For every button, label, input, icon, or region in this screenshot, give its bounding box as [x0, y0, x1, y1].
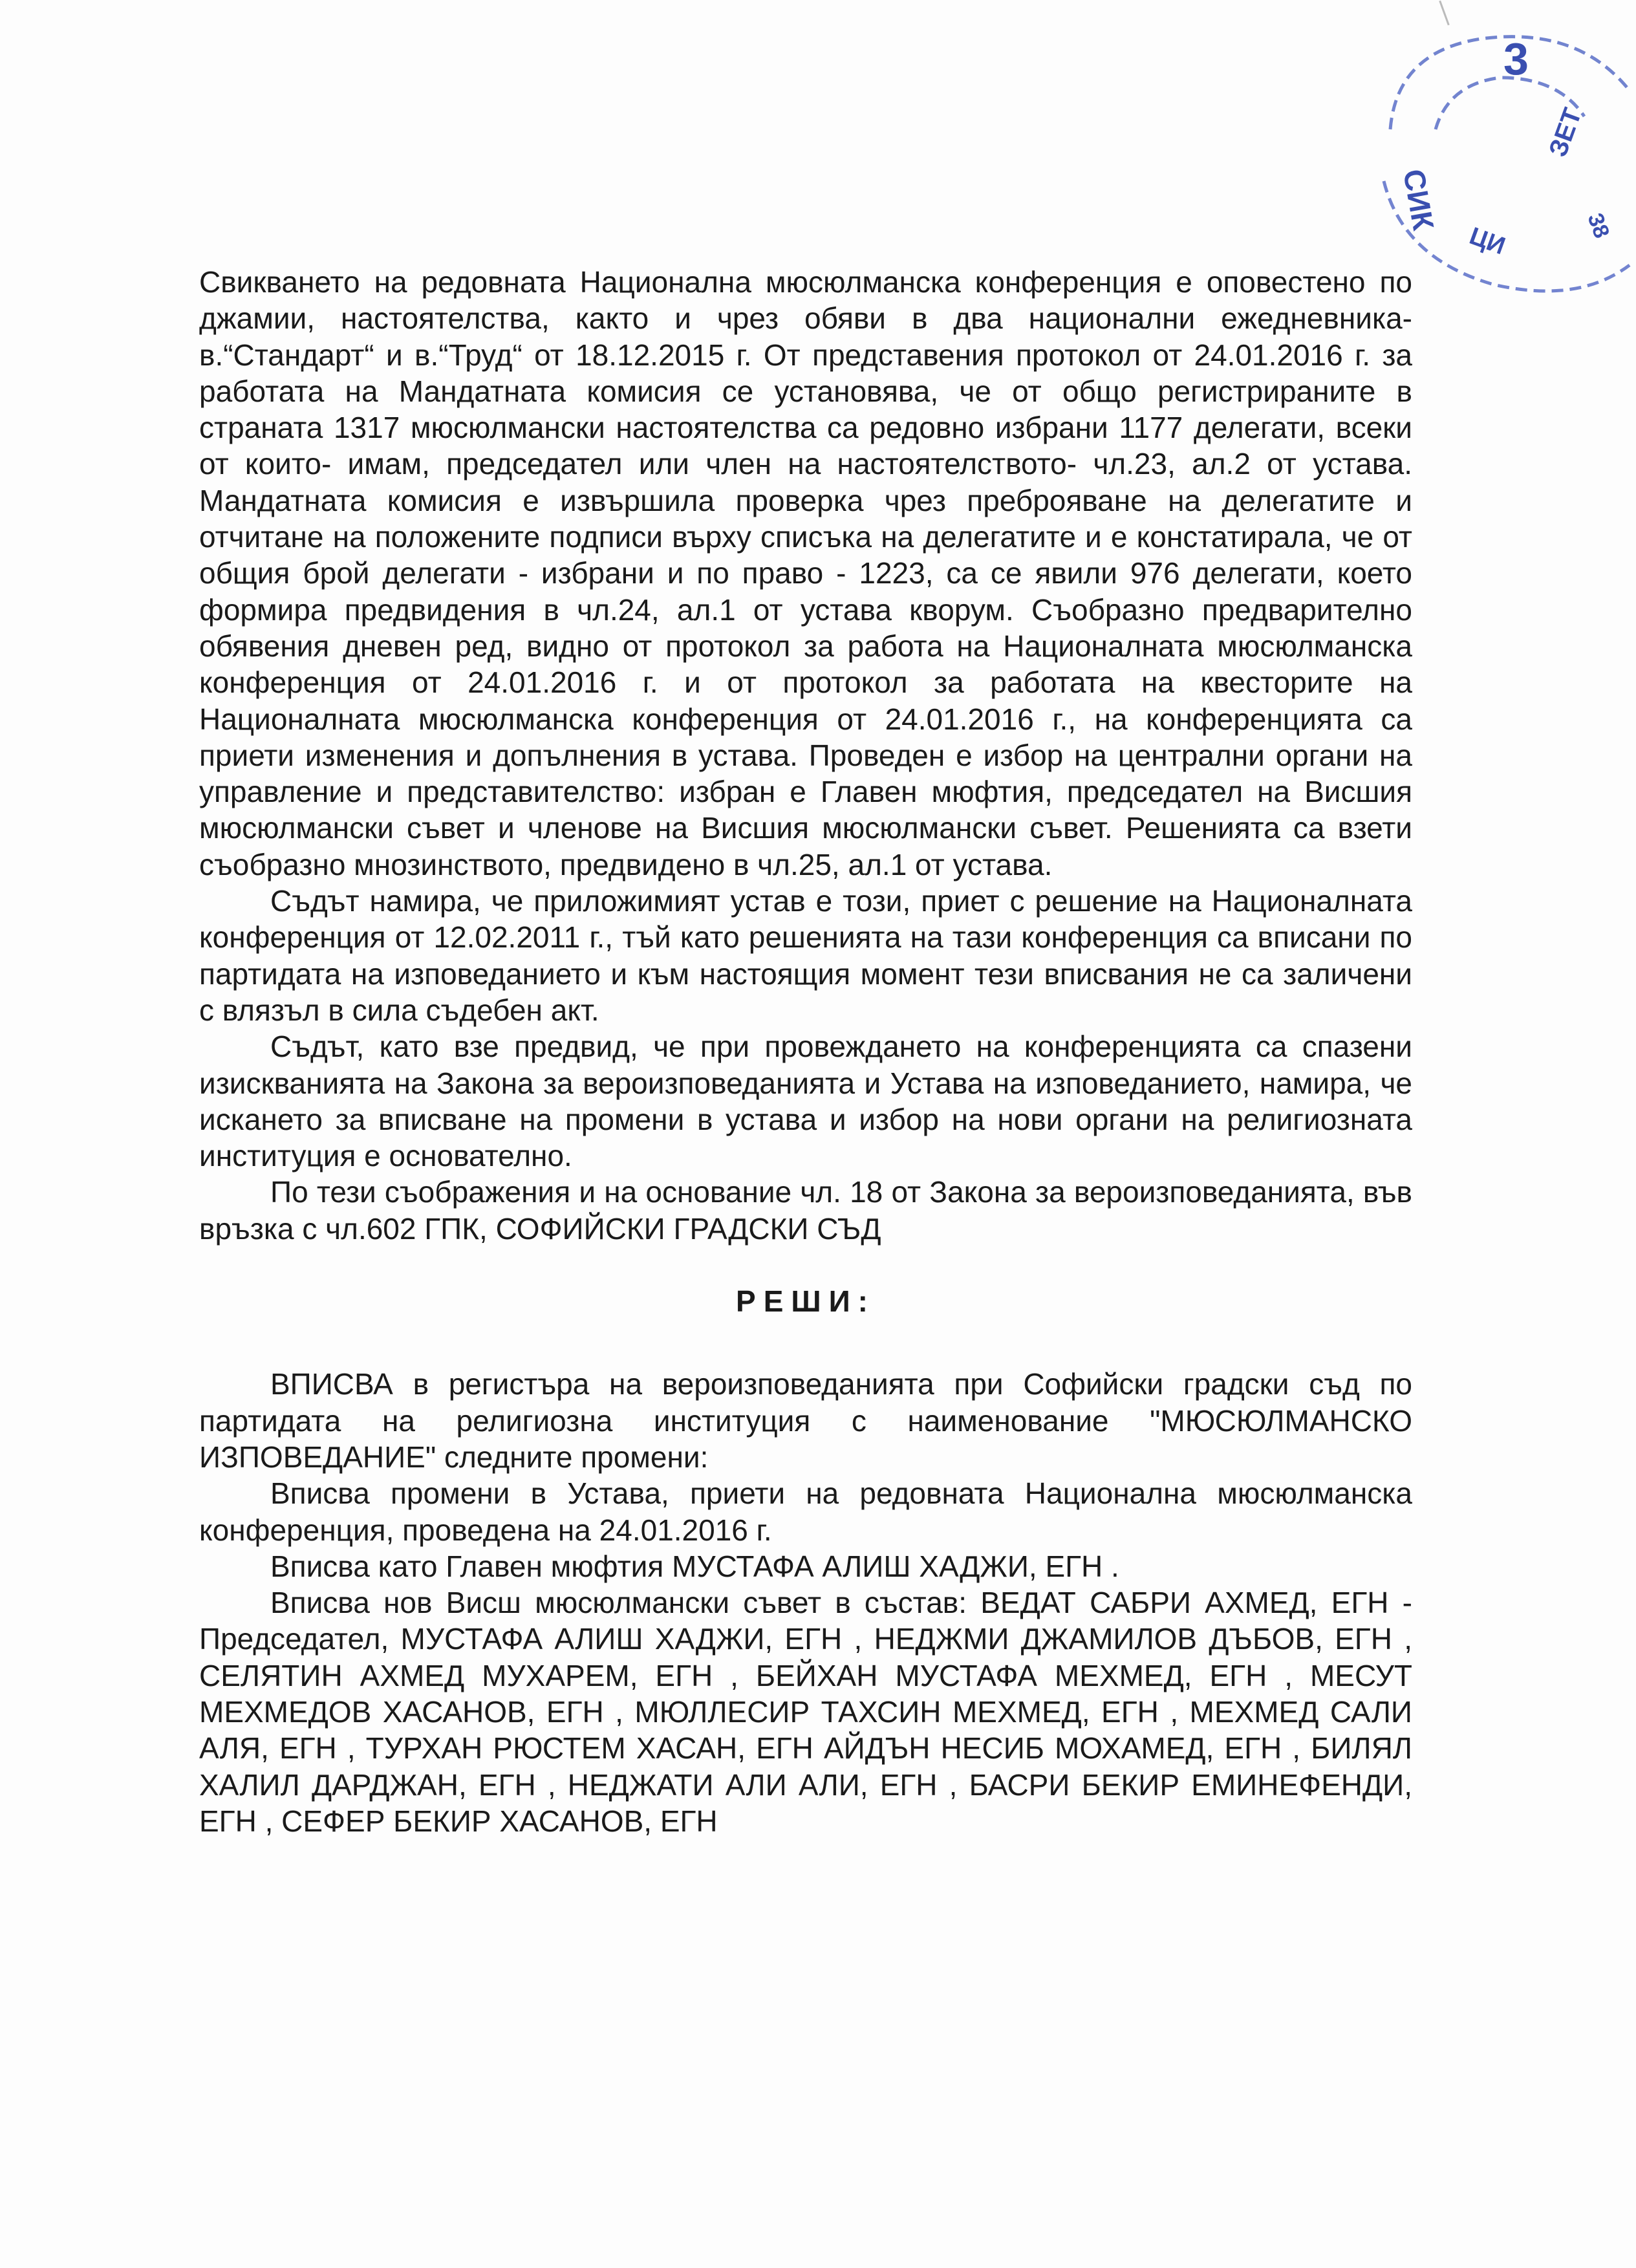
decision-registration: ВПИСВА в регистъра на вероизповеданията при Софийски градски съд по партидата на религиозна институция с наименование "МЮСЮЛМАНСКО ИЗПОВЕДАНИЕ" следните промени: [199, 1367, 1412, 1474]
stamp-text-4: 38 [1582, 210, 1615, 242]
stamp-text-3: ЗЕТ [1544, 104, 1588, 161]
decision-statute-changes: Вписва промени в Устава, приети на редовната Национална мюсюлманска конференция, проведена на 24.01.2016 г. [199, 1476, 1412, 1547]
paragraph-convening: Свикването на редовната Национална мюсюлманска конференция е оповестено по джамии, настоятелства, както и чрез обяви в два национални ежедневника- в.“Стандарт“ и в.“Труд“ от 18.12.2015 г. От представения протокол от 24.01.2016 г. за работата на Мандатната комисия се установява, че от общо регистрираните в страната 1317 мюсюлмански настоятелства са редовно избрани 1177 делегати, всеки от които- имам, председател или член на настоятелството- чл.23, ал.2 от устава. Мандатната комисия е извършила проверка чрез преброяване на делегатите и отчитане на положените подписи върху списъка на делегатите и е констатирала, че от общия брой делегати - избрани и по право - 1223, са се явили 976 делегати, което формира предвидения в чл.24, ал.1 от устава кворум. Съобразно предварително обявения дневен ред, видно от протокол за работа на Националната мюсюлманска конференция от 24.01.2016 г. и от протокол за работата на квесторите на Националната мюсюлманска конференция от 24.01.2016 г., на конференцията са приети изменения и допълнения в устава. Проведен е избор на централни органи на управление и представителство: избран е Главен мюфтия, председател на Висшия мюсюлмански съвет и членове на Висшия мюсюлмански съвет. Решенията са взети съобразно мнозинството, предвидено в чл.25, ал.1 от устава. [199, 265, 1412, 881]
stamp-text-5: ЦИ [1465, 222, 1509, 261]
paragraph-applicable-statute: Съдът намира, че приложимият устав е този, приет с решение на Националната конференция от 12.02.2011 г., тъй като решенията на тази конференция са вписани по партидата на изповеданието и към настоящия момент тези вписвания не са заличени с влязъл в сила съдебен акт. [199, 884, 1412, 1027]
paragraph-legal-basis: По тези съображения и на основание чл. 18 от Закона за вероизповеданията, във връзка с чл.602 ГПК, СОФИЙСКИ ГРАДСКИ СЪД [199, 1175, 1412, 1246]
paragraph-court-finding: Съдът, като взе предвид, че при провеждането на конференцията са спазени изискванията на Закона за вероизповеданията и Устава на изповеданието, намира, че искането за вписване на промени в устава и избор на нови органи на религиозната институция е основателно. [199, 1030, 1412, 1173]
decision-council-members: Вписва нов Висш мюсюлмански съвет в състав: ВЕДАТ САБРИ АХМЕД, ЕГН - Председател, МУСТАФА АЛИШ ХАДЖИ, ЕГН , НЕДЖМИ ДЖАМИЛОВ ДЪБОВ, ЕГН , СЕЛЯТИН АХМЕД МУХАРЕМ, ЕГН , БЕЙХАН МУСТАФА МЕХМЕД, ЕГН , МЕСУТ МЕХМЕДОВ ХАСАНОВ, ЕГН , МЮЛЛЕСИР ТАХСИН МЕХМЕД, ЕГН , МЕХМЕД САЛИ АЛЯ, ЕГН , ТУРХАН РЮСТЕМ ХАСАН, ЕГН АЙДЪН НЕСИБ МОХАМЕД, ЕГН , БИЛЯЛ ХАЛИЛ ДАРДЖАН, ЕГН , НЕДЖАТИ АЛИ АЛИ, ЕГН , БАСРИ БЕКИР ЕМИНЕФЕНДИ, ЕГН , СЕФЕР БЕКИР ХАСАНОВ, ЕГН [199, 1586, 1412, 1838]
stamp-text-2: СИК [1397, 166, 1441, 233]
decision-heading: РЕШИ: [736, 1284, 876, 1319]
document-body [199, 264, 1412, 1839]
decision-chief-mufti: Вписва като Главен мюфтия МУСТАФА АЛИШ ХАДЖИ, ЕГН . [270, 1549, 1119, 1583]
stamp-text-1: 3 [1503, 34, 1529, 84]
